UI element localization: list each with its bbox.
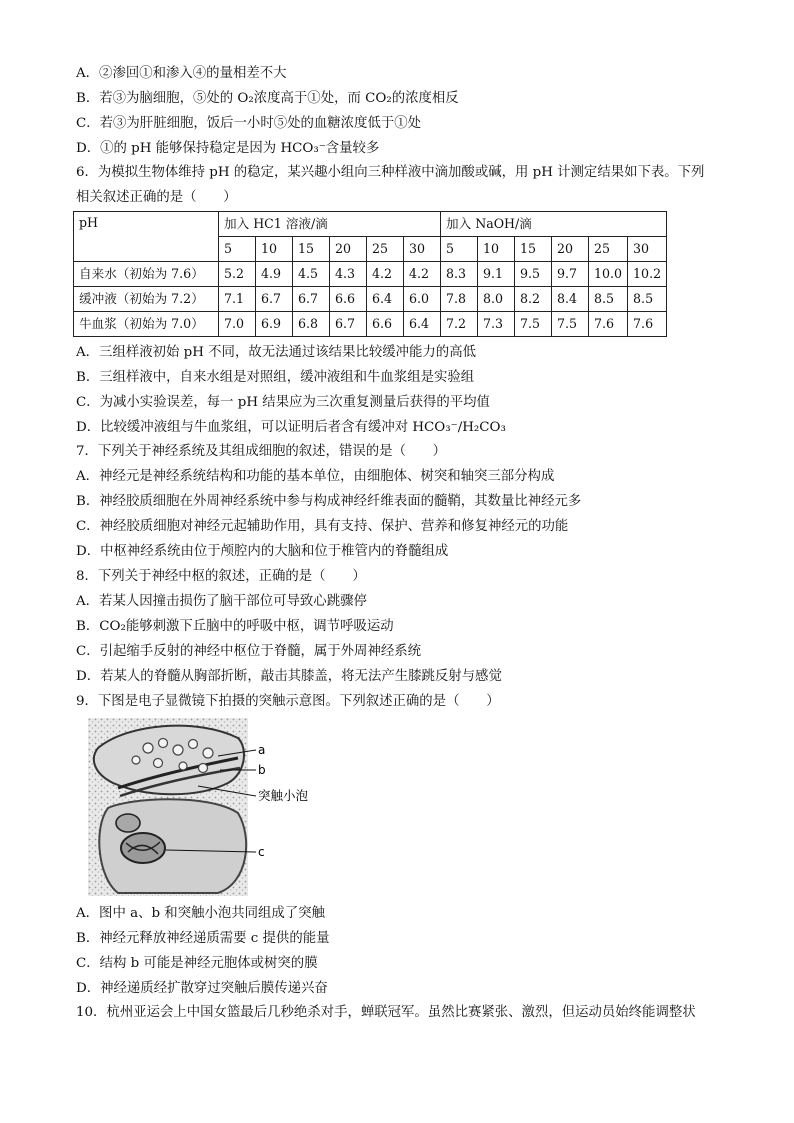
ph-value-cell: 7.2 [441,312,478,337]
table-row [74,262,667,287]
drop-count-cell: 5 [219,237,256,262]
ph-value-cell: 4.9 [256,262,293,287]
q7-option-a: A．神经元是神经系统结构和功能的基本单位，由细胞体、树突和轴突三部分构成 [76,469,555,484]
q8-option-a: A．若某人因撞击损伤了脑干部位可导致心跳骤停 [76,594,367,609]
ph-value-cell: 6.7 [330,312,367,337]
ph-value-cell: 10.0 [589,262,628,287]
drop-count-cell: 25 [367,237,404,262]
q6-option-c: C．为减小实验误差，每一 pH 结果应为三次重复测量后获得的平均值 [76,395,490,410]
table-corner-cell: pH [74,212,219,262]
drop-count-cell: 10 [256,237,293,262]
q6-option-a: A．三组样液初始 pH 不同，故无法通过该结果比较缓冲能力的高低 [76,345,476,360]
q5-option-c: C．若③为肝脏细胞，饭后一小时⑤处的血糖浓度低于①处 [76,116,422,131]
ph-value-cell: 7.6 [589,312,628,337]
table-header-row [74,212,667,237]
ph-value-cell: 6.6 [330,287,367,312]
q7-option-b: B．神经胶质细胞在外周神经系统中参与构成神经纤维表面的髓鞘，其数量比神经元多 [76,494,582,509]
q5-option-b: B．若③为脑细胞，⑤处的 O₂浓度高于①处，而 CO₂的浓度相反 [76,91,459,106]
ph-value-cell: 6.6 [367,312,404,337]
q9-option-d: D．神经递质经扩散穿过突触后膜传递兴奋 [76,981,328,996]
q5-option-a: A．②渗回①和渗入④的量相差不大 [76,66,287,81]
drop-count-cell: 30 [628,237,667,262]
ph-value-cell: 7.1 [219,287,256,312]
ph-value-cell: 4.2 [404,262,441,287]
q8-stem: 8．下列关于神经中枢的叙述，正确的是（ ） [76,569,366,584]
q9-option-b: B．神经元释放神经递质需要 c 提供的能量 [76,931,330,946]
ph-value-cell: 8.3 [441,262,478,287]
ph-value-cell: 6.9 [256,312,293,337]
label-vesicle: 突触小泡 [258,788,309,803]
ph-value-cell: 7.5 [515,312,552,337]
q9-stem: 9．下图是电子显微镜下拍摄的突触示意图。下列叙述正确的是（ ） [76,694,500,709]
q8-option-c: C．引起缩手反射的神经中枢位于脊髓，属于外周神经系统 [76,644,422,659]
table-row [74,312,667,337]
mitochondrion-small-shape [116,814,140,832]
ph-value-cell: 9.5 [515,262,552,287]
sample-name-cell: 缓冲液（初始为 7.2） [74,287,219,312]
q9-option-a: A．图中 a、b 和突触小泡共同组成了突触 [76,906,325,921]
q9-option-c: C．结构 b 可能是神经元胞体或树突的膜 [76,956,318,971]
ph-value-cell: 8.5 [589,287,628,312]
label-a: a [258,743,266,757]
ph-value-cell: 4.5 [293,262,330,287]
drop-count-cell: 5 [441,237,478,262]
drop-count-cell: 15 [293,237,330,262]
ph-value-cell: 5.2 [219,262,256,287]
ph-value-cell: 7.0 [219,312,256,337]
table-row [74,287,667,312]
ph-value-cell: 8.0 [478,287,515,312]
ph-value-cell: 6.7 [293,287,330,312]
drop-count-cell: 30 [404,237,441,262]
sample-name-cell: 自来水（初始为 7.6） [74,262,219,287]
ph-value-cell: 7.3 [478,312,515,337]
ph-value-cell: 7.8 [441,287,478,312]
ph-value-cell: 6.0 [404,287,441,312]
ph-value-cell: 9.1 [478,262,515,287]
mitochondrion-shape [121,833,165,863]
drop-count-cell: 10 [478,237,515,262]
ph-value-cell: 8.4 [552,287,589,312]
ph-value-cell: 8.2 [515,287,552,312]
drop-count-cell: 15 [515,237,552,262]
ph-value-cell: 6.8 [293,312,330,337]
drop-count-cell: 25 [589,237,628,262]
ph-value-cell: 8.5 [628,287,667,312]
q6-stem-line2: 相关叙述正确的是（ ） [76,190,237,205]
q6-stem-line1: 6．为模拟生物体维持 pH 的稳定，某兴趣小组向三种样液中滴加酸或碱，用 pH 计测定结果如下表。下列 [76,165,705,180]
naoh-group-header: 加入 NaOH/滴 [441,212,667,237]
ph-value-cell: 9.7 [552,262,589,287]
q7-option-d: D．中枢神经系统由位于颅腔内的大脑和位于椎管内的脊髓组成 [76,544,449,559]
ph-value-cell: 6.7 [256,287,293,312]
q6-option-d: D．比较缓冲液组与牛血浆组，可以证明后者含有缓冲对 HCO₃⁻/H₂CO₃ [76,420,506,435]
synapse-micrograph-figure [88,718,338,896]
q8-option-b: B．CO₂能够刺激下丘脑中的呼吸中枢，调节呼吸运动 [76,619,394,634]
q7-stem: 7．下列关于神经系统及其组成细胞的叙述，错误的是（ ） [76,444,447,459]
q7-option-c: C．神经胶质细胞对神经元起辅助作用，具有支持、保护、营养和修复神经元的功能 [76,519,569,534]
q5-option-d: D．①的 pH 能够保持稳定是因为 HCO₃⁻含量较多 [76,141,380,156]
ph-value-cell: 4.2 [367,262,404,287]
sample-name-cell: 牛血浆（初始为 7.0） [74,312,219,337]
drop-count-cell: 20 [330,237,367,262]
drop-count-cell: 20 [552,237,589,262]
ph-value-cell: 10.2 [628,262,667,287]
q8-option-d: D．若某人的脊髓从胸部折断，敲击其膝盖，将无法产生膝跳反射与感觉 [76,669,502,684]
ph-value-cell: 7.6 [628,312,667,337]
label-b: b [258,763,266,777]
ph-value-cell: 6.4 [404,312,441,337]
ph-value-cell: 4.3 [330,262,367,287]
ph-data-table [73,211,667,337]
ph-value-cell: 6.4 [367,287,404,312]
hcl-group-header: 加入 HC1 溶液/滴 [219,212,441,237]
ph-value-cell: 7.5 [552,312,589,337]
q10-stem: 10．杭州亚运会上中国女篮最后几秒绝杀对手，蝉联冠军。虽然比赛紧张、激烈，但运动员始终能调整状 [76,1005,696,1020]
label-c: c [258,845,265,859]
q6-option-b: B．三组样液中，自来水组是对照组，缓冲液组和牛血浆组是实验组 [76,370,475,385]
